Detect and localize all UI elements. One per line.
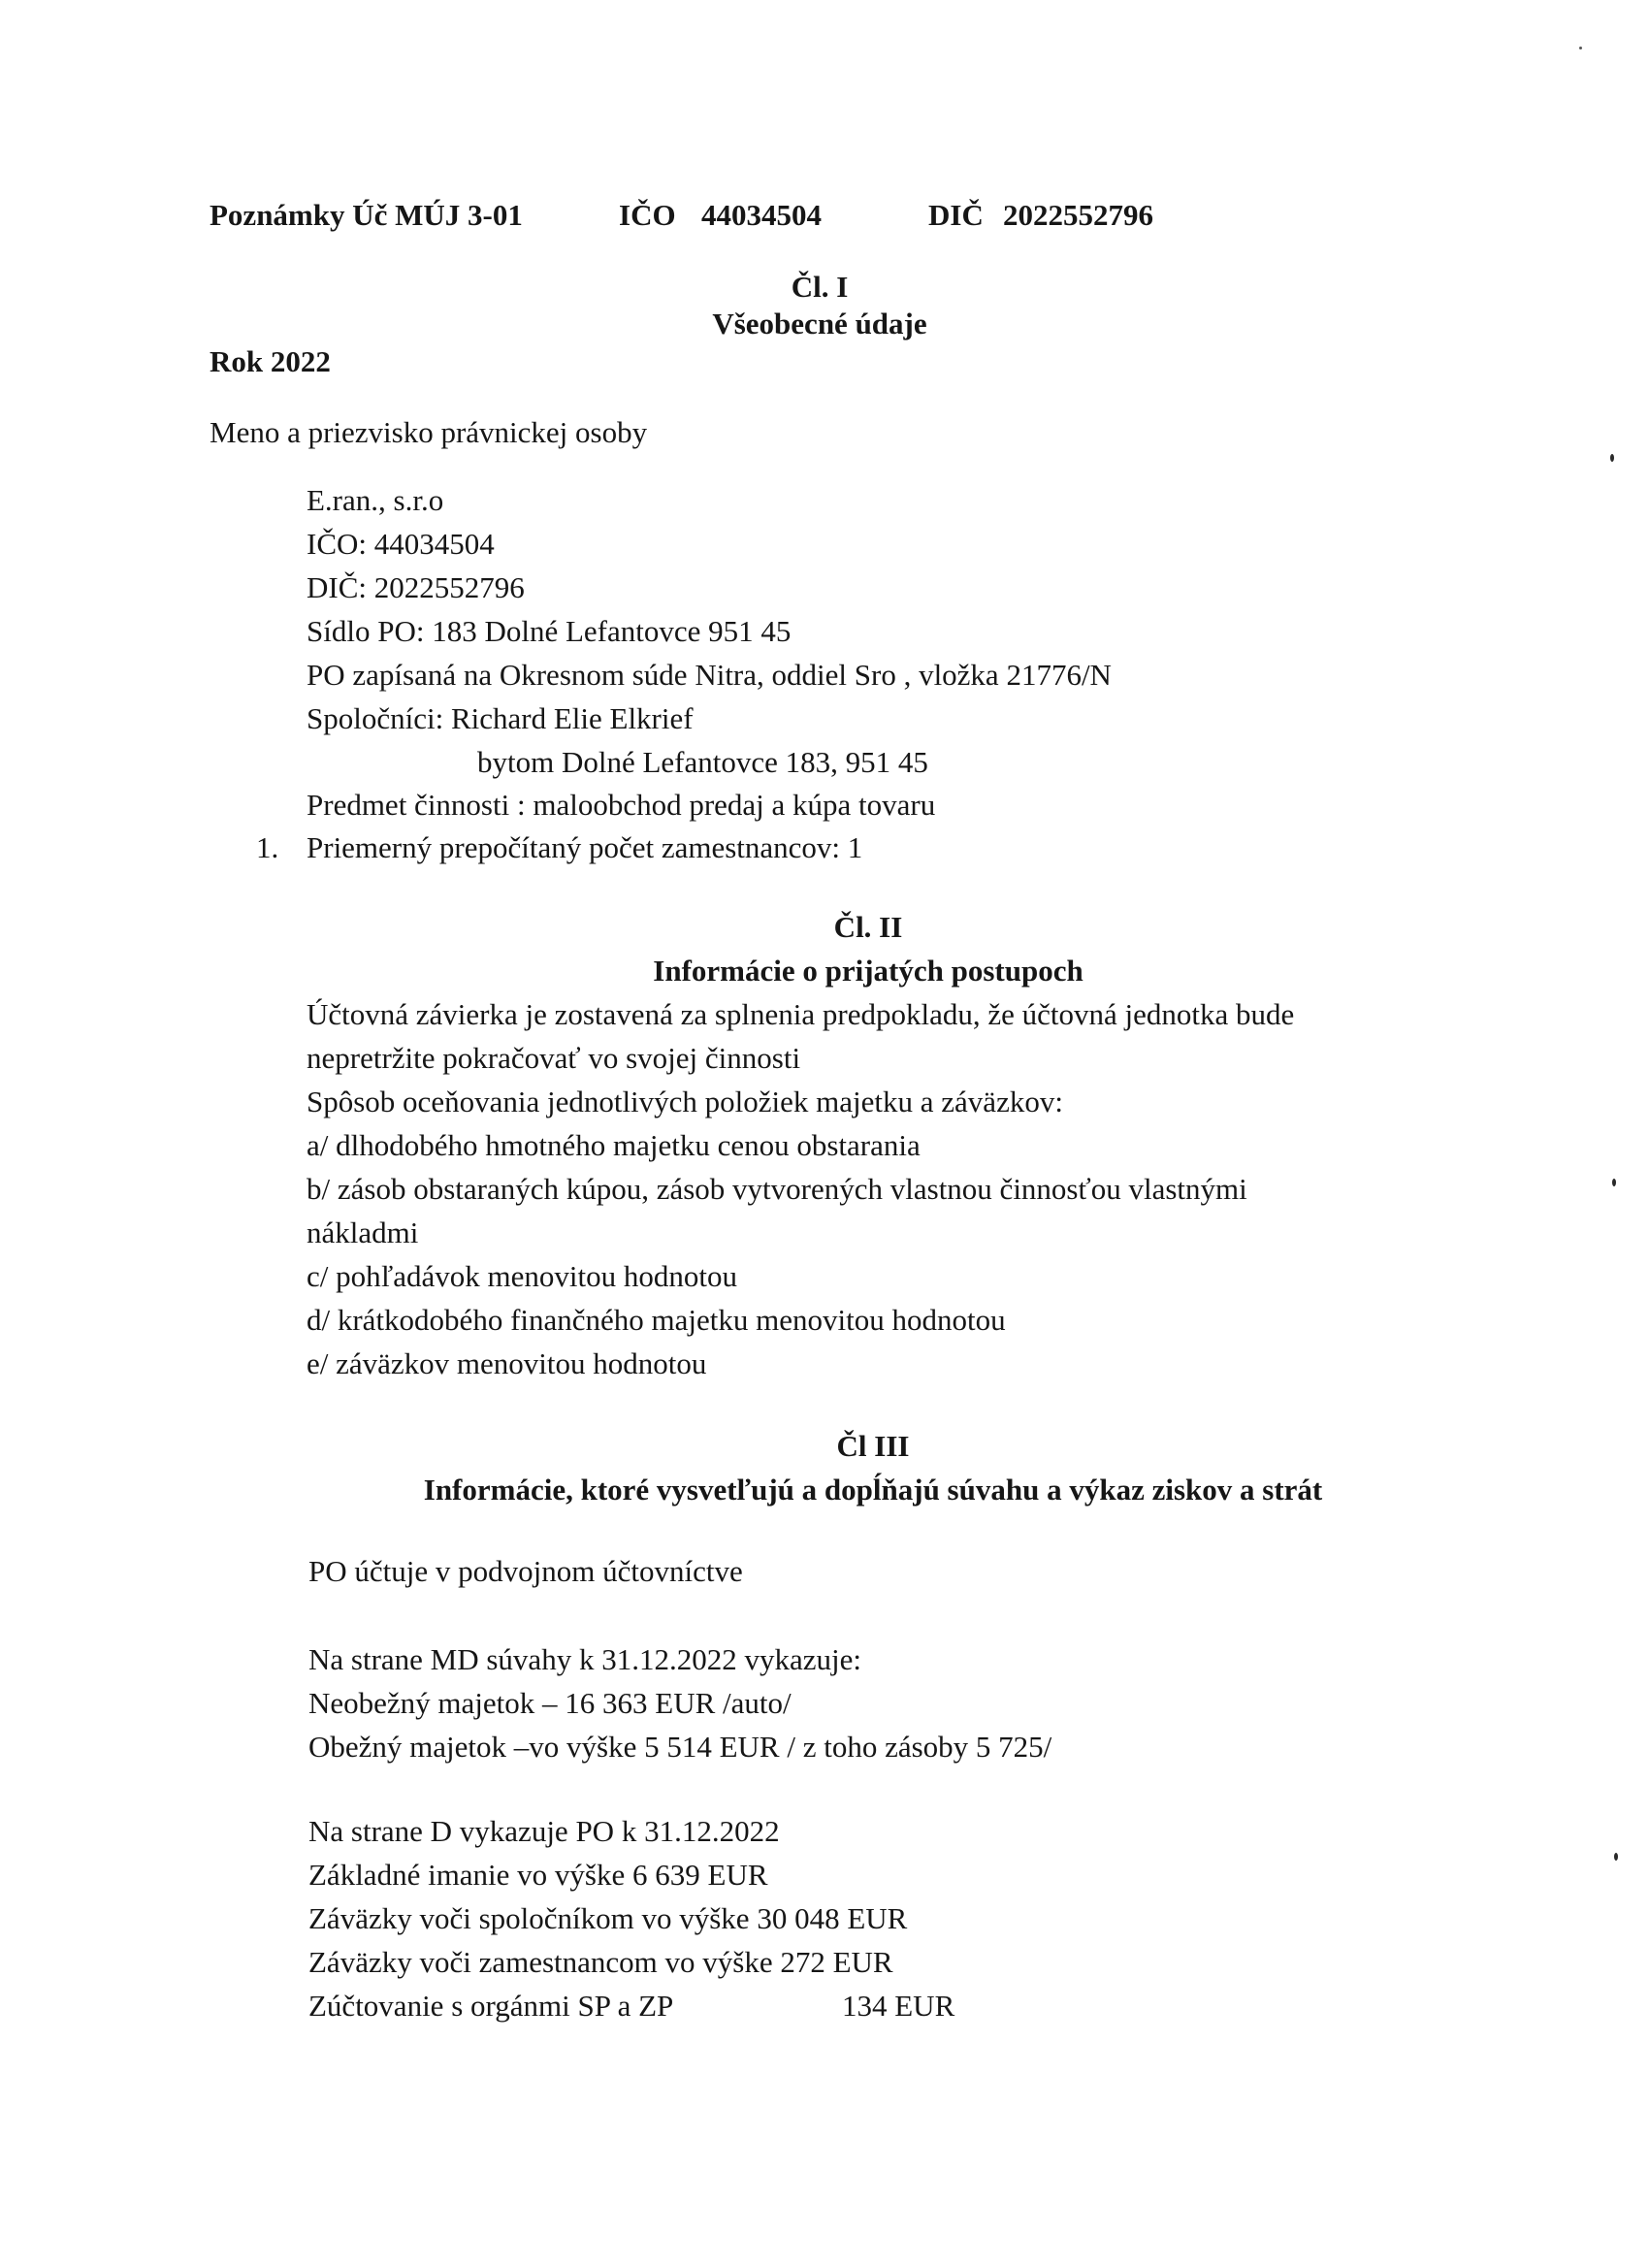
scan-speck [1612,1179,1616,1186]
name-label: Meno a priezvisko právnickej osoby [210,415,648,449]
policy-line: nepretržite pokračovať vo svojej činnosti [307,1041,801,1075]
liabilities-line: Na strane D vykazuje PO k 31.12.2022 [308,1814,780,1848]
section2-number: Čl. II [833,910,903,944]
section1-number: Čl. I [791,270,849,304]
year: Rok 2022 [210,344,331,378]
section2-title: Informácie o prijatých postupoch [653,954,1083,988]
policy-line: c/ pohľadávok menovitou hodnotou [307,1259,737,1293]
form-code: Poznámky Úč MÚJ 3-01 [210,198,523,232]
liabilities-line: Záväzky voči zamestnancom vo výške 272 EUR [308,1945,893,1979]
business-activity: Predmet činnosti : maloobchod predaj a kúpa tovaru [307,788,936,822]
ico-value: 44034504 [701,198,822,232]
company-ico: IČO: 44034504 [307,527,495,561]
section1-title: Všeobecné údaje [712,307,927,340]
policy-line: e/ záväzkov menovitou hodnotou [307,1346,707,1380]
list-item-number: 1. [256,830,279,864]
policy-line: Spôsob oceňovania jednotlivých položiek majetku a záväzkov: [307,1085,1063,1118]
liabilities-line: Základné imanie vo výške 6 639 EUR [308,1858,768,1892]
assets-line: Na strane MD súvahy k 31.12.2022 vykazuje: [308,1642,861,1676]
company-dic: DIČ: 2022552796 [307,570,525,604]
ico-label: IČO [619,198,676,232]
settlement-label: Zúčtovanie s orgánmi SP a ZP [308,1989,674,2023]
assets-line: Obežný majetok –vo výške 5 514 EUR / z toho zásoby 5 725/ [308,1730,1052,1764]
company-seat: Sídlo PO: 183 Dolné Lefantovce 951 45 [307,614,792,648]
partner-address: bytom Dolné Lefantovce 183, 951 45 [477,745,928,779]
section3-number: Čl III [836,1429,910,1463]
dic-value: 2022552796 [1003,198,1153,232]
company-registry: PO zapísaná na Okresnom súde Nitra, oddiel Sro , vložka 21776/N [307,658,1112,692]
policy-line: nákladmi [307,1215,419,1249]
policy-line: Účtovná závierka je zostavená za splnenia predpokladu, že účtovná jednotka bude [307,997,1295,1031]
policy-line: a/ dlhodobého hmotného majetku cenou obstarania [307,1128,921,1162]
scan-speck [1614,1853,1618,1861]
scan-speck [1610,454,1614,462]
company-partners: Spoločníci: Richard Elie Elkrief [307,701,694,735]
settlement-value: 134 EUR [842,1989,955,2023]
section3-title: Informácie, ktoré vysvetľujú a dopĺňajú súvahu a výkaz ziskov a strát [423,1473,1323,1507]
dic-label: DIČ [928,198,984,232]
policy-line: b/ zásob obstaraných kúpou, zásob vytvorených vlastnou činnosťou vlastnými [307,1172,1247,1206]
liabilities-line: Záväzky voči spoločníkom vo výške 30 048 EUR [308,1901,908,1935]
company-name: E.ran., s.r.o [307,483,444,517]
scan-speck [1579,47,1582,49]
assets-line: Neobežný majetok – 16 363 EUR /auto/ [308,1686,792,1720]
employee-count: Priemerný prepočítaný počet zamestnancov: 1 [307,830,863,864]
accounting-system: PO účtuje v podvojnom účtovníctve [308,1554,743,1588]
policy-line: d/ krátkodobého finančného majetku menovitou hodnotou [307,1303,1006,1337]
